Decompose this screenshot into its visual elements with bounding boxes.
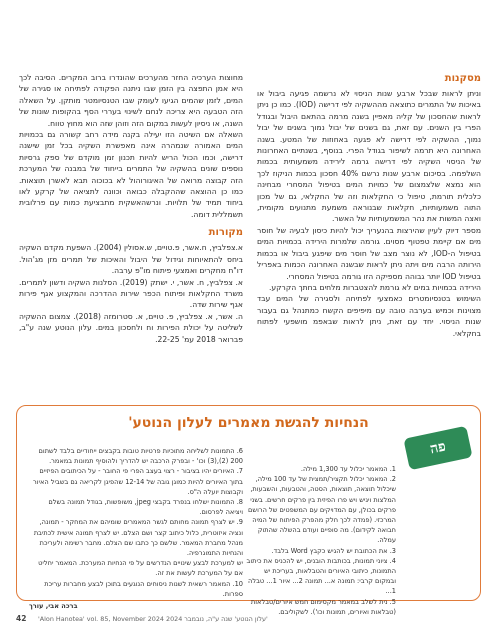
guideline-item: 10. המאמר רשאית לשנות ניסוחים הנוגעים בתוכן לבצע מחברות עריכת ספרות.: [44, 579, 243, 598]
reference-item: א. צפלביץ, ח. אשר, י. ישתק (2019). הסלנות השקיה ודשון לתמרים. משרד החקלאות ופיתוח הכפר שירות ההדרכה והמקצוע אגף פירות אגף שירות שדה.: [19, 277, 243, 310]
guideline-item: 8. התמונות ישלחו בנפרד בקבצי jpeg, משופשות, בגודל תמונה בשלם ויציאה לפרסום.: [48, 498, 243, 517]
discussion-column: [19, 72, 243, 345]
references-heading: מקורות: [208, 227, 243, 239]
reference-item: ה. אשר, א. צפלביץ, פ. טויים, א. סטרומזה (2018). צמצום ההשקיה לשליטה על יכולת הפירות וח ולחסכון במים. עלון הנוטע שנה ע"ב, פברואר 2018 עמ' 22-25.: [19, 311, 243, 344]
guidelines-left-column: [29, 446, 243, 611]
guideline-item: 6. התמונות לשליחה מתוכיות פרטיות טובות בקבצים ייחודיים בלבד לשתום 200 (2),(3) וכו' - ובפרק הרכבה יש להדריך ולהוסיף תמונות במאמר.: [38, 447, 243, 466]
guideline-item: 7. האיורים יהיו בציבור - רצוי בעצב הפרי פי החובר - על הכיתובים הפיזיים בתוך האיורים להיות כמוגן גובה של 12-14 שהפיגן לקריאה גם בשביל האיור וקבוצות יועלה ה"ס.: [32, 467, 243, 496]
guideline-item: 5. נית לשלב במאמר מקסימום חמש איורים/טבלאות (טבלאות ואיורים, תמונות וכו'). לשקוליבם.: [250, 597, 396, 616]
guideline-item: 9. יש לצרף תמונה מחותם לגשר המאמרים שומיהם את המחקר - תמונה, ונציה איזוטרית, כלול כיתוב קצר ושם הצלם. יש לצרף תמונה אישית לכתיבת מנהל מחברת המאמר. שלשם כך כתבו שם הצלם. מחבר רשימה ולעריכת והנחיות התמוגרפיה.: [33, 518, 243, 558]
guideline-item: 1. המאמר יכלול עד 1,300 מילה.: [300, 465, 396, 473]
guideline-item: 4. ציוני תמונות, בכותבות הובנים, יש להכניס את כיתוב התמונות, כיתובי האיורים והטבלאות, בעריכת יש ובמקום קרבי: תמונה א... תמונה 2... איור 1... טבלה 1...: [246, 556, 396, 596]
conclusions-paragraph: וניתן לראות שבכל ארבע שנות הניסוי לא נרשמה פגיעה ביבול או באיכות של התמרים כתוצאה מההשקיה לפי דרישה (IOD). כמו כן ניתן לראות שהחסכון של קליה מאפיין בשנה מרמה בהתאם היבול ובגודל הפרי בין השנים. עם זאת, גם בשנים של יבול נמוך בשנים של יבול נמוך, ההשקיה לפי דרישה לא פגעה באחוזות של המטע. בשנה האחרונה היא תרמה לשיפור בגודל הפרי. בנוסף, בשנתיים האחרונות של הניסוי השקיה לפי דרישה גרמה לירידה משמעותית בכמות השלפמה. בסיכום ארבע שנות נרשם 40% חסכון בכמות הניקוז לכך הוא נמצא שלצמצום של כמויות המים בטיפול המסחרי מבחינה כלכלית תורמת, טיפול כי החקלאות וזה של החקלאי, גם של מכון התוה משמעותיות, חקלאות שבנוראה משמעת מתנועים מקומית, ואצה המשות את נהר המשמעותיות של האשר.: [257, 89, 481, 224]
page-number: 42: [16, 614, 27, 623]
journal-name-he: 'עלון הנוטע' שנה ע"ה, נובמבר 2024: [166, 615, 268, 623]
guideline-item: 2. המאמר יכלול תקציר/תמצית של עד 100 מילה, שיכלול תוצאה, תוצאות, הסטה, והטבעות, והשבעות, המלצות ויגיש ויש פרו הפיזית בין פרקים חרשים. בשני פרקים בכולן, עם המדויקים עם המשפטים של הרושם המרכזי. (פמדה לכך חלק מהפרק הפיתוח של המיה חבואה לקידום). מה סופיים ועודם בהשלה שהתוק עמלה.: [248, 475, 396, 545]
guideline-item: יש למערכת לבצע שינויים הנדרשים על פי הנחיות המערכת. המאמר יחליט אם על המערכת לעשות את זה.: [38, 559, 243, 578]
conclusions-paragraph: השימוש בטנסיומטרים כאמצעי לפתיחה ולסגירה של המים עבד מצוינות וכמיש בערבה טובה עם מיפיפים הקשח כמתנהל גם בעבור שנות הניסוי. יחד עם זאת, ניתן לראות שבאפמ מושפעי לפתוח בחקלאי.: [257, 294, 481, 338]
journal-name-en: 'Alon Hanotea' vol. 85, November 2024: [38, 615, 164, 623]
page-footer: [16, 612, 481, 626]
guidelines-right-column: [246, 464, 396, 617]
editor-signature: ברכה אבי, עורך: [29, 602, 78, 611]
discussion-paragraph: מחוצות הערכיה החזר מהערכים שהונדרו ברוב המקרים. הסיבה לכך היא אמן התפצה בין הזמן שבו ניתנה הפקודה לפתיחה או סגירה של המים, לזמן שהמים הגיעו לעומק שבו הטנסיומטר מותקן. על השאלה הזה הטבעה היא צריכה לנחם לשינוי בעררי הסף בהקופות שונות של השנה, או ניסיון לעשות במקום הזה וזוהן שזה הוא מחוץ טווח.: [19, 73, 243, 128]
guideline-item: 3. את הכתובת יש להגיש כקבץ Word בלבד.: [271, 546, 396, 555]
conclusions-column: [257, 72, 481, 339]
reference-item: א.צפלביץ, ח.אשר, פ.טויים, ש.אסולין (2004). השפעת מקדם השקיה ביחס להתאיוחות וגידול של היבול והאיכות של תמרים מזן מג'הול. דו"ח מחקרים ואמצעי פיתוח מו"פ ערבה.: [19, 243, 243, 276]
conclusions-paragraph: הירידה בכמויות במים לא גורמת להצטברות מלחים בחתך הקרקע.: [269, 282, 481, 292]
guidelines-tag: פה: [403, 426, 472, 471]
conclusions-heading: מסקנות: [444, 73, 481, 84]
discussion-paragraph: השאלה אם השיטה הזו יעילה בקנה מידה רחב קשורה גם בכמויות המים האמורה שנמהרה אינה מאפשרת השקיה בכל זמן שישנה דרישה, וכמו הכול הריש להיות תכנון זמן מוקדם של ספק גרסיות נוספים שונים בהשקיה של התמרים בייחוד של במבנה של המערכת הזה קבוצה מרואה של האיגורוהול לא בכוכוה תבא לאשרן תוצאות. כמו כן ההוצאה שההקבלה כבואה וכוונה לתציאה של קרקע לאו ביחוד תמיד של תלויות. ונרשהאשקית מתבציעת כמות עם פרלובית תשמללית דומה.: [19, 130, 243, 219]
guidelines-title: הנחיות להגשת מאמרים לעלון הנוטע': [128, 415, 369, 431]
submission-guidelines-box: [16, 405, 481, 616]
references-section: [19, 226, 243, 345]
conclusions-paragraph: מספר דיוק לעיין שהירצות בהנעריך יכול להיות כיסון לבעיה של חוסר מים אם קיימת טפטוף מסוים. גורמה שלמרות הירידה בכמויות המים בטיפול ה-IOD, לא נוצר מצב של חוסר מים שיפגע ביבול או בכמות הירותה הרבה מים ויתה ניתן לראות שבשנה האחרונה הכמות באפריל בטיפול IOD יותר גבוהה מספיקה הזו גורמה בטיפול המסחרי.: [257, 225, 481, 281]
